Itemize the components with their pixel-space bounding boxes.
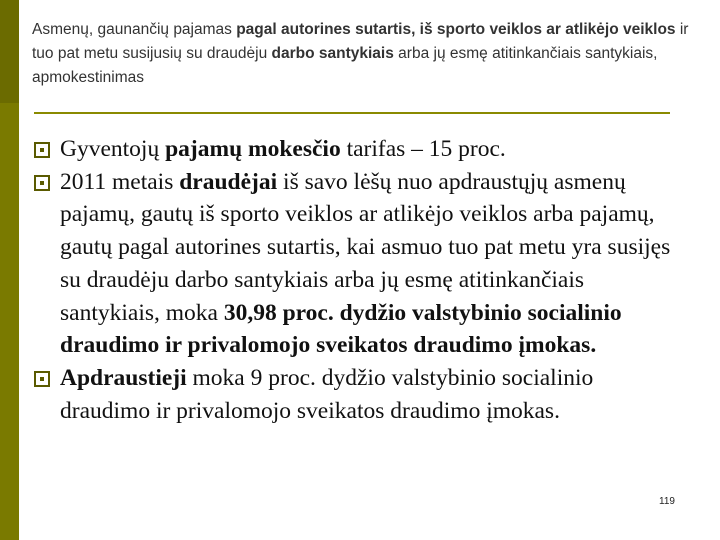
title-part-1: Asmenų, gaunančių pajamas (32, 21, 237, 38)
page-number: 119 (659, 496, 675, 507)
bullet-insured-contributions (34, 362, 684, 427)
slide-title (32, 18, 702, 90)
bullet-3-text-a: Apdraustieji (60, 364, 187, 391)
bullet-income-tax-rate (34, 133, 684, 166)
bullet-1-text-b: pajamų mokesčio (165, 136, 341, 162)
bullet-3-text-b: moka 9 proc. dydžio valstybinio socialinio draudimo ir privalomojo sveikatos draudimo įmokas. (60, 364, 594, 424)
bullet-2-text-b: draudėjai (179, 168, 278, 195)
left-accent-bar-top (0, 0, 19, 103)
title-divider (34, 112, 670, 114)
checkbox-bullet-icon (34, 371, 50, 387)
slide-body (34, 133, 684, 427)
title-part-4: darbo santykiais (271, 45, 394, 62)
bullet-1-text-a: Gyventojų (60, 136, 166, 162)
left-accent-bar (0, 0, 19, 540)
title-part-2: pagal autorines sutartis, iš sporto veiklos ar atlikėjo veiklos (236, 21, 676, 38)
bullet-2-text-c: iš savo lėšų nuo apdraustųjų asmenų pajamų, gautų iš sporto veiklos ar atlikėjo veiklos arba pajamų, gautų pagal autorines sutartis, kai asmuo tuo pat metu yra susijęs su draudėju darbo santykiais arba jų esmę atitinkančiais santykiais, moka (60, 168, 671, 326)
checkbox-bullet-icon (34, 175, 50, 191)
bullet-2-text-d: 30,98 proc. dydžio valstybinio socialinio draudimo ir privalomojo sveikatos draudimo įmokas. (60, 299, 622, 359)
bullet-1-text-c: tarifas – 15 proc. (340, 136, 506, 162)
title-part-5: arba jų esmę atitinkančiais santykiais, apmokestinimas (32, 45, 658, 86)
bullet-insurer-contributions (34, 166, 684, 362)
checkbox-bullet-icon (34, 142, 50, 158)
title-part-3: ir tuo pat metu susijusių su draudėju (32, 21, 689, 62)
bullet-2-text-a: 2011 metais (60, 168, 180, 195)
